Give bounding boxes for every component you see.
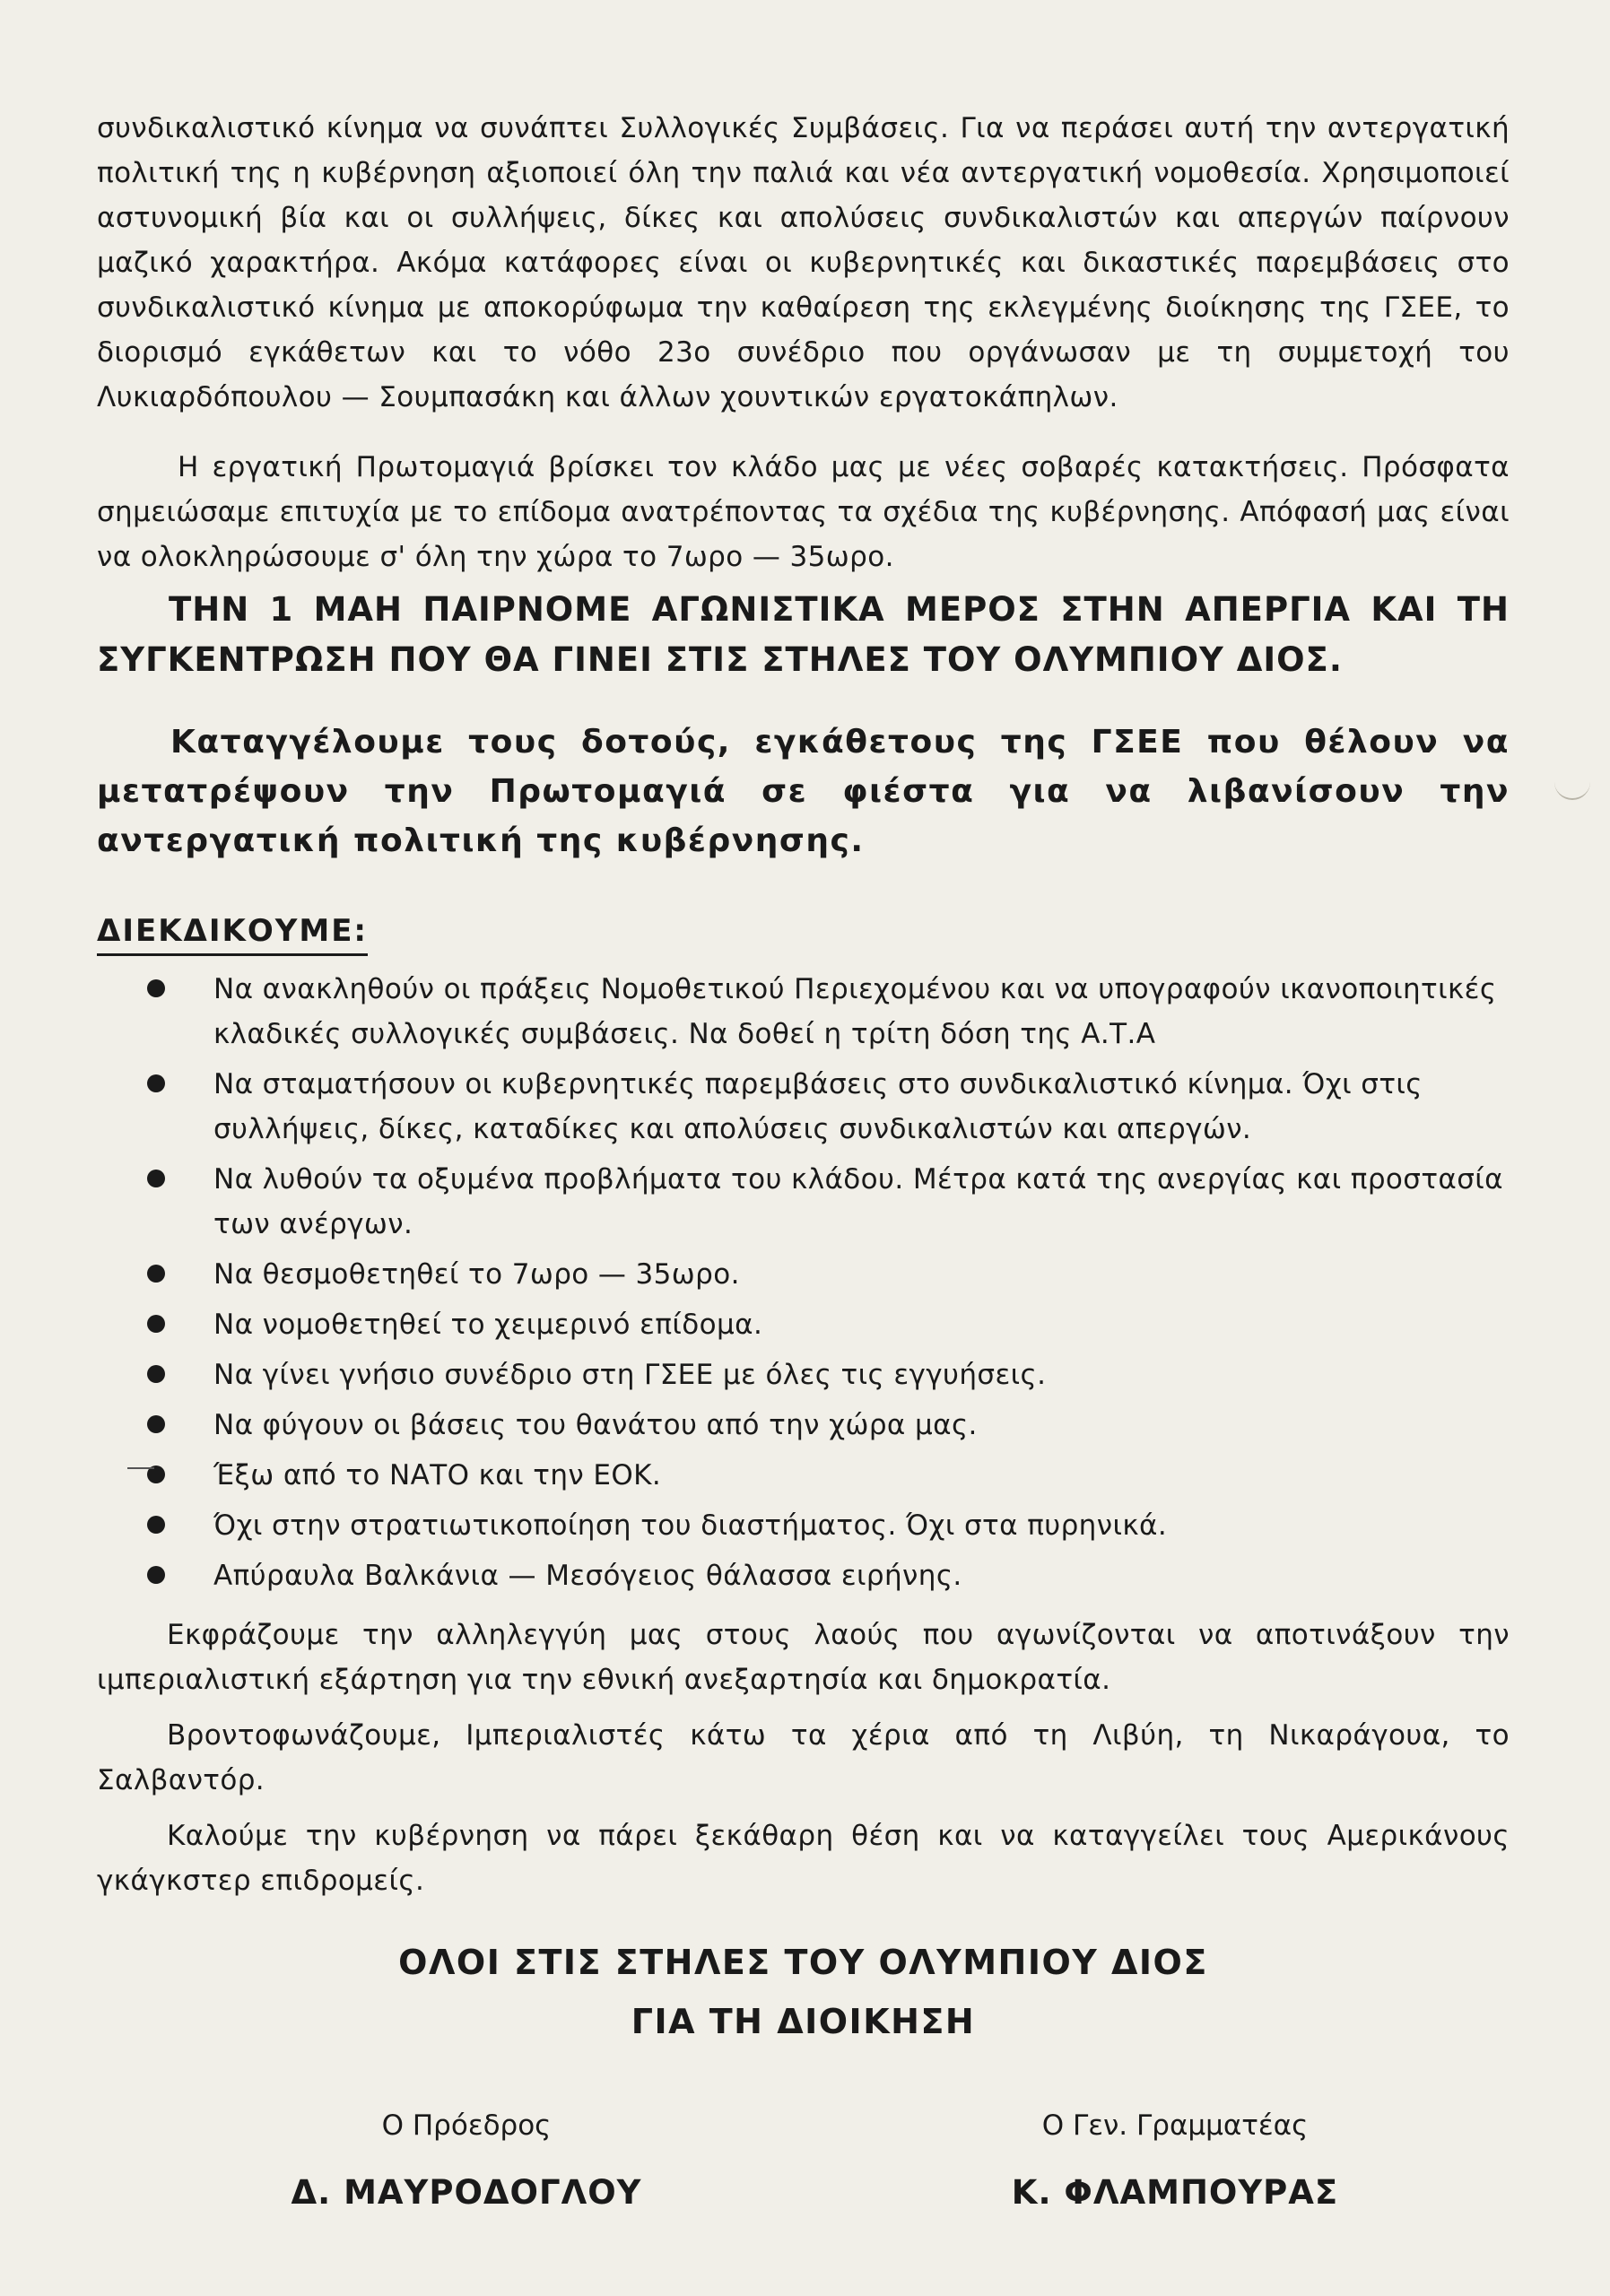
list-item <box>97 1062 1510 1152</box>
demand-text: Να λυθούν τα οξυμένα προβλήματα του κλάδου. Μέτρα κατά της ανεργίας και προστασία των ανέργων. <box>213 1163 1503 1240</box>
list-item <box>97 1403 1510 1448</box>
demand-text: Έξω από το ΝΑΤΟ και την ΕΟΚ. <box>213 1459 662 1492</box>
margin-tick <box>127 1467 154 1469</box>
shout-paragraph: Βροντοφωνάζουμε, Ιμπεριαλιστές κάτω τα χέρια από τη Λιβύη, τη Νικαράγουα, το Σαλβαντόρ. <box>97 1719 1510 1796</box>
secretary-role: Ο Γεν. Γραμματέας <box>1041 2109 1309 2142</box>
list-item <box>97 1302 1510 1347</box>
demands-list <box>97 967 1510 1598</box>
demand-text: Όχι στην στρατιωτικοποίηση του διαστήματος. Όχι στα πυρηνικά. <box>213 1509 1168 1542</box>
slogan-line-1: ΟΛΟΙ ΣΤΙΣ ΣΤΗΛΕΣ ΤΟΥ ΟΛΥΜΠΙΟΥ ΔΙΟΣ <box>398 1943 1208 1982</box>
intro-paragraph: συνδικαλιστικό κίνημα να συνάπτει Συλλογικές Συμβάσεις. Για να περάσει αυτή την αντεργατική πολιτική της η κυβέρνηση αξιοποιεί όλη την παλιά και νέα αντεργατική νομοθεσία. Χρησιμοποιεί αστυνομική βία και οι συλλήψεις, δίκες και απολύσεις συνδικαλιστών και απεργών παίρνουν μαζικό χαρακτήρα. Ακόμα κατάφορες είναι οι κυβερνητικές και δικαστικές παρεμβάσεις στο συνδικαλιστικό κίνημα με αποκορύφωμα την καθαίρεση της εκλεγμένης διοίκησης της ΓΣΕΕ, το διορισμό εγκάθετων και το νόθο 23ο συνέδριο που οργάνωσαν με τη συμμετοχή του Λυκιαρδόπουλου — Σουμπασάκη και άλλων χουντικών εργατοκάπηλων. <box>97 112 1510 413</box>
list-item <box>97 967 1510 1057</box>
list-item <box>97 1157 1510 1247</box>
president-signature <box>260 2103 673 2218</box>
solidarity-paragraph: Εκφράζουμε την αλληλεγγύη μας στους λαούς που αγωνίζονται να αποτινάξουν την ιμπεριαλιστική εξάρτηση για την εθνική ανεξαρτησία και δημοκρατία. <box>97 1619 1510 1696</box>
demand-text: Να γίνει γνήσιο συνέδριο στη ΓΣΕΕ με όλες τις εγγυήσεις. <box>213 1359 1047 1391</box>
list-item <box>97 1553 1510 1598</box>
bullet-icon <box>147 1315 165 1333</box>
mayday-paragraph: Η εργατική Πρωτομαγιά βρίσκει τον κλάδο μας με νέες σοβαρές κατακτήσεις. Πρόσφατα σημειώσαμε επιτυχία με το επίδομα ανατρέποντας τα σχέδια της κυβέρνησης. Απόφασή μας είναι να ολοκληρώσουμε σ' όλη την χώρα το 7ωρο — 35ωρο. <box>97 451 1510 573</box>
demand-text: Απύραυλα Βαλκάνια — Μεσόγειος θάλασσα ειρήνης. <box>213 1560 962 1592</box>
bullet-icon <box>147 1415 165 1433</box>
list-item <box>97 1252 1510 1297</box>
bullet-icon <box>147 1566 165 1584</box>
strike-headline: ΤΗΝ 1 ΜΑΗ ΠΑΙΡΝΟΜΕ ΑΓΩΝΙΣΤΙΚΑ ΜΕΡΟΣ ΣΤΗΝ ΑΠΕΡΓΙΑ ΚΑΙ ΤΗ ΣΥΓΚΕΝΤΡΩΣΗ ΠΟΥ ΘΑ ΓΙΝΕΙ ΣΤΙΣ ΣΤΗΛΕΣ ΤΟΥ ΟΛΥΜΠΙΟΥ ΔΙΟΣ. <box>97 590 1510 679</box>
call-paragraph: Καλούμε την κυβέρνηση να πάρει ξεκάθαρη θέση και να καταγγείλει τους Αμερικάνους γκάγκστερ επιδρομείς. <box>97 1820 1510 1897</box>
demand-text: Να ανακληθούν οι πράξεις Νομοθετικού Περιεχομένου και να υπογραφούν ικανοποιητικές κλαδικές συλλογικές συμβάσεις. Να δοθεί η τρίτη δόση της Α.Τ.Α <box>213 973 1497 1050</box>
bullet-icon <box>147 1516 165 1534</box>
president-name: Δ. ΜΑΥΡΟΔΟΓΛΟΥ <box>291 2173 642 2212</box>
bullet-icon <box>147 1365 165 1383</box>
demand-text: Να σταματήσουν οι κυβερνητικές παρεμβάσεις στο συνδικαλιστικό κίνημα. Όχι στις συλλήψεις, δίκες, καταδίκες και απολύσεις συνδικαλιστών και απεργών. <box>213 1068 1423 1145</box>
list-item <box>97 1453 1510 1498</box>
president-role: Ο Πρόεδρος <box>381 2109 552 2142</box>
demands-section <box>97 865 1510 1598</box>
secretary-signature <box>969 2103 1381 2218</box>
denounce-paragraph: Καταγγέλουμε τους δοτούς, εγκάθετους της ΓΣΕΕ που θέλουν να μετατρέψουν την Πρωτομαγιά σε φιέστα για να λιβανίσουν την αντεργατική πολιτική της κυβέρνησης. <box>97 724 1510 859</box>
secretary-name: Κ. ΦΛΑΜΠΟΥΡΑΣ <box>1011 2173 1339 2212</box>
signature-block <box>0 2103 1610 2247</box>
closing-section <box>97 1613 1510 1903</box>
demand-text: Να νομοθετηθεί το χειμερινό επίδομα. <box>213 1309 763 1341</box>
bullet-icon <box>147 979 165 997</box>
demands-title: ΔΙΕΚΔΙΚΟΥΜΕ: <box>97 909 368 956</box>
bullet-icon <box>147 1170 165 1187</box>
demand-text: Να φύγουν οι βάσεις του θανάτου από την χώρα μας. <box>213 1409 978 1441</box>
slogan-line-2: ΓΙΑ ΤΗ ΔΙΟΙΚΗΣΗ <box>631 2002 976 2041</box>
list-item <box>97 1352 1510 1397</box>
bullet-icon <box>147 1074 165 1092</box>
bullet-icon <box>147 1265 165 1283</box>
list-item <box>97 1503 1510 1548</box>
demand-text: Να θεσμοθετηθεί το 7ωρο — 35ωρο. <box>213 1258 740 1291</box>
